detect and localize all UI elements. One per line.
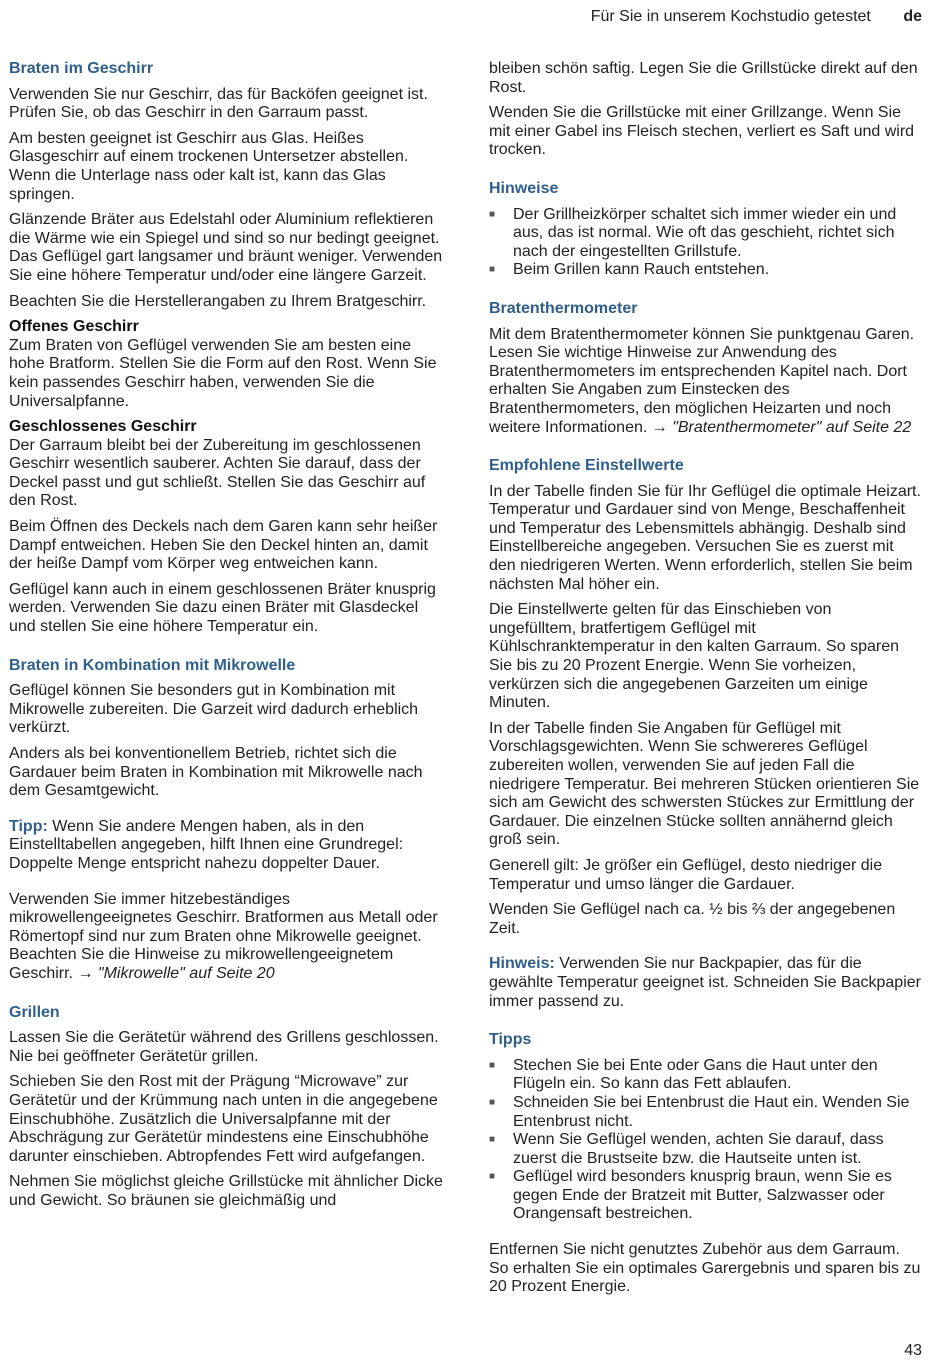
paragraph-with-reference	[9, 891, 445, 984]
paragraph: Geflügel können Sie besonders gut in Kombination mit Mikrowelle zubereiten. Die Garzeit wird dadurch erheblich verkürzt.	[9, 682, 419, 737]
heading-einstellwerte: Empfohlene Einstellwerte	[489, 457, 684, 475]
header-title: Für Sie in unserem Kochstudio getestet	[590, 8, 871, 25]
heading-tipps: Tipps	[489, 1031, 532, 1049]
paragraph: Geflügel kann auch in einem geschlossenen Bräter knusprig werden. Verwenden Sie dazu einen Bräter mit Glasdeckel und stellen Sie eine höhere Temperatur ein.	[9, 580, 436, 636]
heading-braten-im-geschirr: Braten im Geschirr	[9, 60, 154, 77]
paragraph-with-reference	[489, 326, 921, 438]
page-number: 43	[904, 1342, 922, 1359]
spacer	[9, 808, 445, 818]
paragraph: Wenden Sie die Grillstücke mit einer Grillzange. Wenn Sie mit einer Gabel ins Fleisch stechen, verliert es Saft und wird trocken.	[489, 104, 915, 159]
paragraph: Beachten Sie die Herstellerangaben zu Ihrem Bratgeschirr.	[9, 292, 427, 310]
arrow-icon: →	[651, 418, 668, 436]
paragraph: Entfernen Sie nicht genutztes Zubehör aus dem Garraum. So erhalten Sie ein optimales Garergebnis und sparen bis zu 20 Prozent Energie.	[489, 1241, 921, 1296]
paragraph: In der Tabelle finden Sie für Ihr Geflügel die optimale Heizart. Temperatur und Gardauer sind von Menge, Beschaffenheit und Temperatur des Lebensmittels abhängig. Deshalb sind Einstellbereiche angegeben. Versuchen Sie es zuerst mit den niedrigeren Werten. Wenn erforderlich, stellen Sie beim nächsten Mal höher ein.	[489, 482, 921, 593]
cross-reference-link[interactable]: "Bratenthermometer" auf Seite 22	[667, 418, 912, 436]
paragraph: Generell gilt: Je größer ein Geflügel, desto niedriger die Temperatur und umso länger die Gardauer.	[489, 856, 883, 893]
list-item: ■ Wenn Sie Geflügel wenden, achten Sie darauf, dass zuerst die Brustseite bzw. die Hautseite unten ist.	[489, 1131, 921, 1168]
paragraph: Nehmen Sie möglichst gleiche Grillstücke mit ähnlicher Dicke und Gewicht. So bräunen sie gleichmäßig und	[9, 1173, 443, 1209]
list-item: ■ Stechen Sie bei Ente oder Gans die Haut unter den Flügeln ein. So kann das Fett ablaufen.	[489, 1057, 921, 1094]
paragraph: Anders als bei konventionellem Betrieb, richtet sich die Gardauer beim Braten in Kombination mit Mikrowelle nach dem Gesamtgewicht.	[9, 745, 423, 800]
paragraph: Lassen Sie die Gerätetür während des Grillens geschlossen. Nie bei geöffneter Gerätetür grillen.	[9, 1029, 439, 1065]
paragraph: Zum Braten von Geflügel verwenden Sie am besten eine hohe Bratform. Stellen Sie die Form auf den Rost. Wenn Sie kein passendes Geschirr haben, verwenden Sie die Universalpfanne.	[9, 336, 437, 410]
tip-paragraph	[9, 818, 445, 874]
arrow-icon: →	[77, 964, 94, 982]
paragraph: Verwenden Sie nur Geschirr, das für Backöfen geeignet ist. Prüfen Sie, ob das Geschirr in den Garraum passt.	[9, 85, 428, 122]
heading-grillen: Grillen	[9, 1003, 60, 1021]
page-header	[591, 8, 922, 26]
heading-bratenthermometer: Bratenthermometer	[489, 299, 638, 317]
paragraph: Wenden Sie Geflügel nach ca. ½ bis ⅔ der angegebenen Zeit.	[489, 901, 896, 937]
spacer	[489, 1231, 921, 1241]
paragraph: Am besten geeignet ist Geschirr aus Glas. Heißes Glasgeschirr auf einem trockenen Untersetzer abstellen. Wenn die Unterlage nass oder kalt ist, kann das Glas springen.	[9, 129, 409, 203]
paragraph: Glänzende Bräter aus Edelstahl oder Aluminium reflektieren die Wärme wie ein Spiegel und sind so nur bedingt geeignet. Das Geflügel gart langsamer und bräunt weniger. Verwenden Sie eine höhere Temperatur und/oder eine längere Garzeit.	[9, 211, 443, 284]
tip-text: Wenn Sie andere Mengen haben, als in den Einstelltabellen angegeben, hilft Ihnen eine Grundregel: Doppelte Menge entspricht nahezu doppelter Dauer.	[9, 817, 404, 872]
paragraph-text: Verwenden Sie immer hitzebeständiges mikrowellengeeignetes Geschirr. Bratformen aus Metall oder Römertopf sind nur zum Braten ohne Mikrowelle geeignet. Beachten Sie die Hinweise zu mikrowellengeeignetem Geschirr.	[9, 890, 438, 982]
spacer	[489, 945, 921, 955]
right-column	[489, 60, 921, 1304]
paragraph: Die Einstellwerte gelten für das Einschieben von ungefülltem, bratfertigem Geflügel mit Kühlschranktemperatur in den kalten Garraum. So sparen Sie bis zu 20 Prozent Energie. Wenn Sie vorheizen, verkürzen sich die angegebenen Garzeiten um einige Minuten.	[489, 601, 899, 712]
heading-mikrowelle: Braten in Kombination mit Mikrowelle	[9, 656, 296, 674]
paragraph: Der Garraum bleibt bei der Zubereitung im geschlossenen Geschirr wesentlich sauberer. Achten Sie darauf, dass der Deckel passt und gut schließt. Stellen Sie das Geschirr auf den Rost.	[9, 436, 426, 510]
list-item: ■ Beim Grillen kann Rauch entstehen.	[489, 261, 921, 280]
paragraph: Schieben Sie den Rost mit der Prägung “Microwave” zur Gerätetür und der Krümmung nach unten in die angegebene Einschubhöhe. Zusätzlich die Universalpfanne mit der Abschrägung zur Gerätetür mindestens eine Einschubhöhe darunter einschieben. Abtropfendes Fett wird aufgefangen.	[9, 1073, 438, 1165]
subheading-geschlossenes-geschirr: Geschlossenes Geschirr	[9, 418, 197, 436]
list-item: ■ Der Grillheizkörper schaltet sich immer wieder ein und aus, das ist normal. Wie oft das geschieht, richtet sich nach der eingestellten Grillstufe.	[489, 206, 921, 262]
note-paragraph	[489, 955, 921, 1011]
paragraph: In der Tabelle finden Sie Angaben für Geflügel mit Vorschlagsgewichten. Wenn Sie schwereres Geflügel zubereiten wollen, verwenden Sie auf jeden Fall die niedrigere Temperatur. Bei mehreren Stücken orientieren Sie sich am Gewicht des schwersten Stückes zur Ermittlung der Gardauer. Die einzelnen Stücke sollten annähernd gleich groß sein.	[489, 719, 920, 849]
left-column	[9, 60, 445, 1217]
list-item: ■ Geflügel wird besonders knusprig braun, wenn Sie es gegen Ende der Bratzeit mit Butter, Salzwasser oder Orangensaft bestreichen.	[489, 1168, 921, 1224]
paragraph-text: Mit dem Bratenthermometer können Sie punktgenau Garen. Lesen Sie wichtige Hinweise zur Anwendung des Bratenthermometers im entsprechenden Kapitel nach. Dort erhalten Sie Angaben zum Einstecken des Bratenthermometers, den möglichen Heizarten und noch weitere Informationen.	[489, 325, 915, 436]
subheading-offenes-geschirr: Offenes Geschirr	[9, 318, 139, 336]
list-item: ■ Schneiden Sie bei Entenbrust die Haut ein. Wenden Sie Entenbrust nicht.	[489, 1094, 921, 1131]
spacer	[9, 881, 445, 891]
note-text: Verwenden Sie nur Backpapier, das für die gewählte Temperatur geeignet ist. Schneiden Sie Backpapier immer passend zu.	[489, 955, 921, 1010]
cross-reference-link[interactable]: "Mikrowelle" auf Seite 20	[93, 964, 275, 982]
tipps-list	[489, 1057, 921, 1224]
paragraph: Beim Öffnen des Deckels nach dem Garen kann sehr heißer Dampf entweichen. Heben Sie den Deckel hinten an, damit der heiße Dampf vom Körper weg entweichen kann.	[9, 518, 438, 573]
heading-hinweise: Hinweise	[489, 179, 559, 197]
language-code: de	[903, 8, 922, 25]
hinweise-list	[489, 206, 921, 280]
paragraph: bleiben schön saftig. Legen Sie die Grillstücke direkt auf den Rost.	[489, 60, 918, 96]
note-label: Hinweis:	[489, 955, 555, 973]
tip-label: Tipp:	[9, 817, 48, 835]
